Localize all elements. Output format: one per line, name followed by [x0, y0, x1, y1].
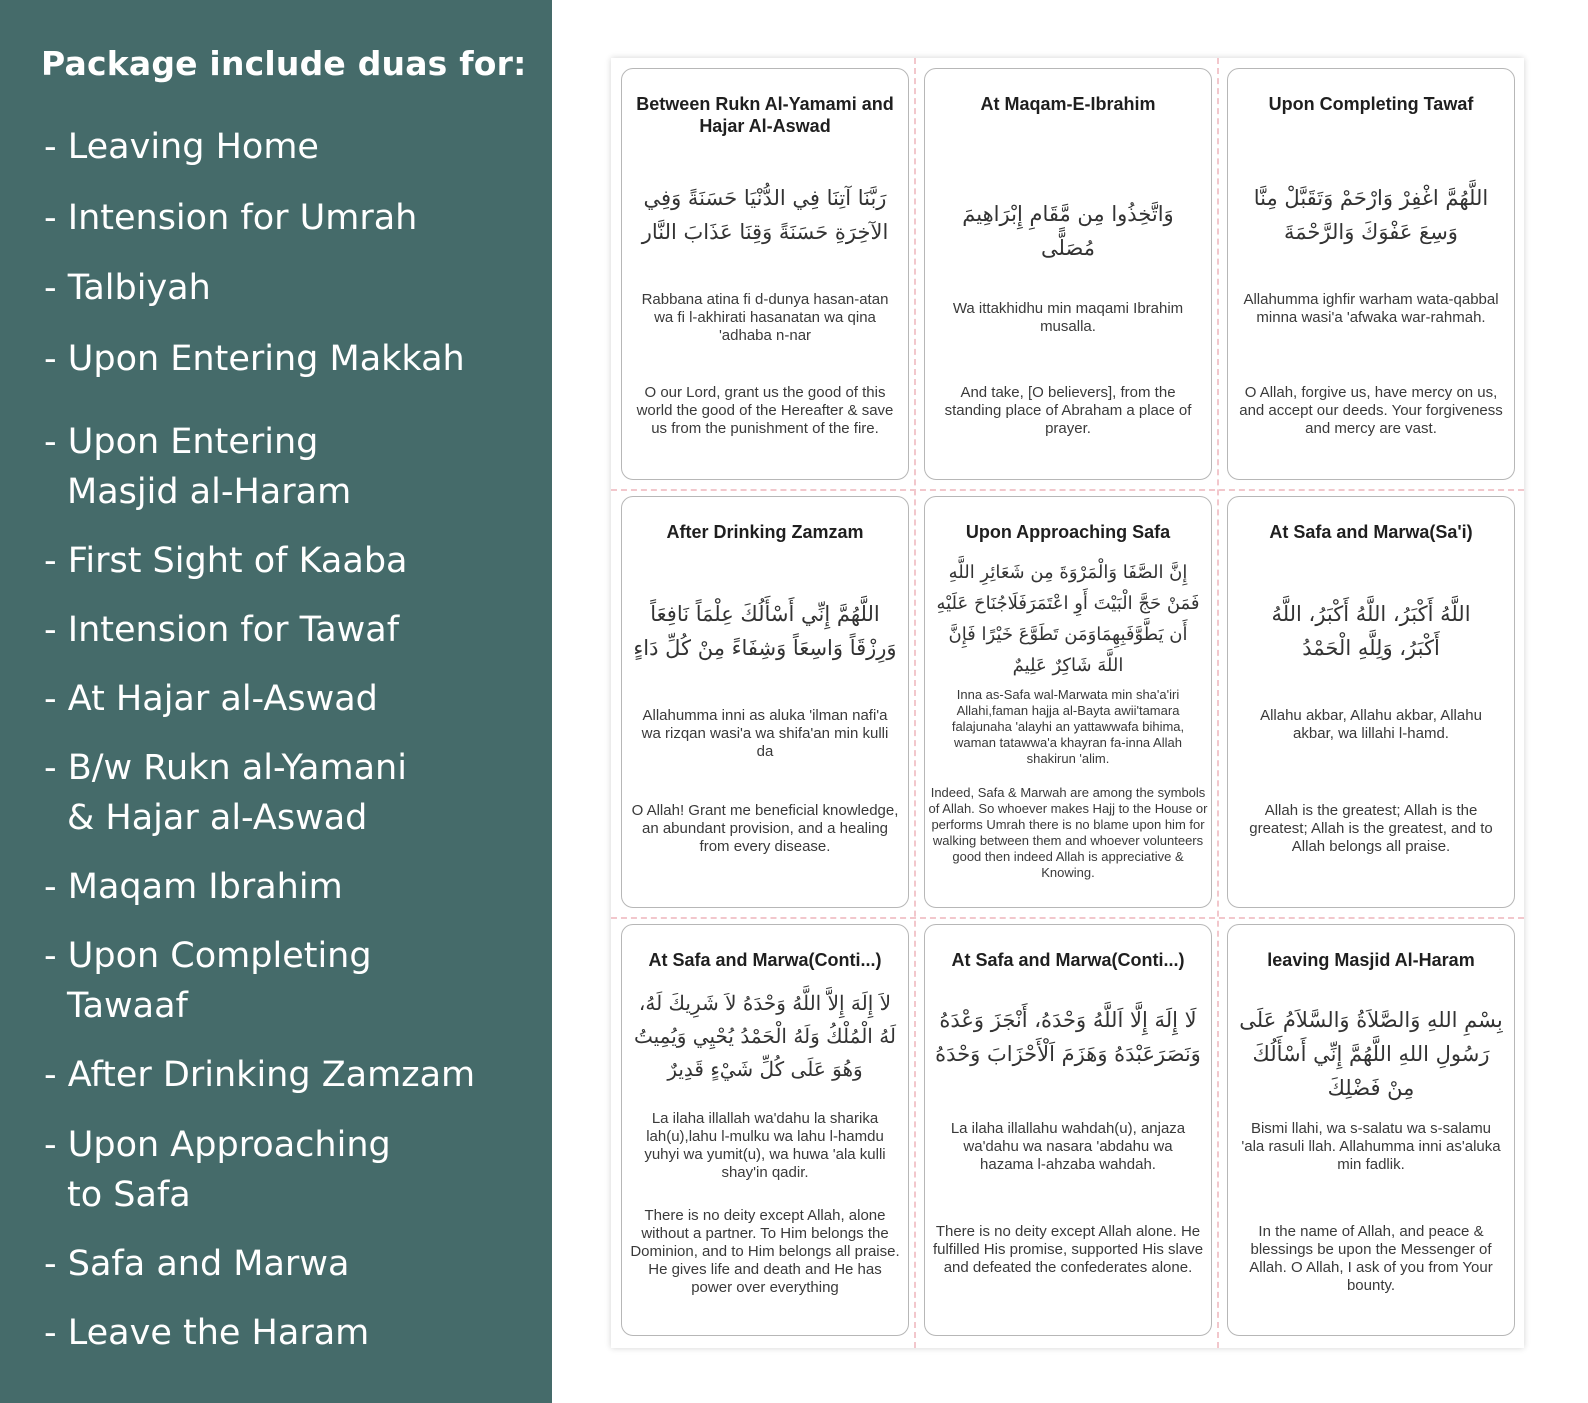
- list-item: - Upon Entering Makkah: [44, 339, 465, 379]
- list-item: - Maqam Ibrahim: [44, 867, 343, 907]
- arabic-text: لاَ إِلَهَ إِلاَّ اللَّهُ وَحْدَهُ لاَ شَرِيكَ لَهُ، لَهُ الْمُلْكُ وَلَهُ الْحَمْدُ يُحْيِي وَيُمِيتُ وَهُوَ عَلَى كُلِّ شَيْءٍ قَدِيرٌ: [633, 991, 897, 1081]
- arabic-text: إِنَّ الصَّفَا وَالْمَرْوَةَ مِن شَعَائِرِ اللَّهِ فَمَنْ حَجَّ الْبَيْتَ أَوِ اعْتَمَرَفَلَاجُنَاحَ عَلَيْهِ أَن يَطَّوَّفَبِهِمَاوَمَن تَطَوَّعَ خَيْرًا فَإِنَّ اللَّهَ شَاكِرٌ عَلِيمٌ: [936, 562, 1200, 676]
- transliteration: Bismi llahi, wa s-salatu wa s-salamu 'ala rasuli llah. Allahumma inni as'aluka min fadlik.: [1241, 1120, 1501, 1173]
- dua-card: [924, 496, 1212, 908]
- list-item: - Intension for Umrah: [44, 198, 418, 238]
- card-title: At Safa and Marwa(Sa'i): [1269, 522, 1473, 542]
- list-item: - First Sight of Kaaba: [44, 541, 408, 581]
- card-title: leaving Masjid Al-Haram: [1267, 950, 1475, 970]
- dua-card: [1227, 496, 1515, 908]
- transliteration: Allahu akbar, Allahu akbar, Allahu akbar, wa lillahi l-hamd.: [1260, 707, 1482, 742]
- cut-guide: [611, 489, 1524, 491]
- list-item: - B/w Rukn al-Yamani & Hajar al-Aswad: [44, 748, 407, 838]
- dua-card: [924, 68, 1212, 480]
- arabic-text: اللَّهُمَّ اغْفِرْ وَارْحَمْ وَتَقَبَّلْ مِنَّا وَسِعَ عَفْوَكَ وَالرَّحْمَةَ: [1253, 186, 1489, 244]
- card-title: Upon Approaching Safa: [965, 522, 1171, 542]
- card-title: After Drinking Zamzam: [666, 522, 864, 542]
- dua-card-sheet: [611, 58, 1524, 1348]
- card-title: At Maqam-E-Ibrahim: [980, 94, 1156, 114]
- dua-card: [621, 68, 909, 480]
- duas-list-panel: [0, 0, 552, 1403]
- arabic-text: لَا إِلَهَ إِلَّا اَللَّهُ وَحْدَهُ، أَنْجَزَ وَعْدَهُ وَنَصَرَعَبْدَهُ وَهَزَمَ اَلْأَحْزَابَ وَحْدَهُ: [935, 1008, 1201, 1066]
- translation: There is no deity except Allah alone. He fulfilled His promise, supported His slave and defeated the confederates alone.: [932, 1223, 1204, 1276]
- arabic-text: رَبَّنَا آتِنَا فِي الدُّنْيَا حَسَنَةً وَفِي الآخِرَةِ حَسَنَةً وَقِنَا عَذَابَ النَّار: [641, 186, 889, 244]
- dua-card: [1227, 68, 1515, 480]
- translation: O Allah! Grant me beneficial knowledge, an abundant provision, and a healing from every disease.: [631, 802, 899, 855]
- dua-card: [621, 496, 909, 908]
- translation: O our Lord, grant us the good of this world the good of the Hereafter & save us from the punishment of the fire.: [636, 384, 894, 437]
- cut-guide: [914, 58, 916, 1348]
- arabic-text: وَاتَّخِذُوا مِن مَّقَامِ إِبْرَاهِيمَ مُصَلًّى: [962, 202, 1174, 260]
- arabic-text: بِسْمِ اللهِ وَالصَّلاَةُ وَالسَّلاَمُ عَلَى رَسُولِ اللهِ اللَّهُمَّ إِنِّي أَسْأَلُكَ مِنْ فَضْلِكَ: [1239, 1008, 1503, 1100]
- panel-title: Package include duas for:: [41, 44, 527, 83]
- translation: Allah is the greatest; Allah is the greatest; Allah is the greatest, and to Allah belongs all praise.: [1249, 802, 1493, 855]
- transliteration: La ilaha illallahu wahdah(u), anjaza wa'dahu wa nasara 'abdahu wa hazama l-ahzaba wahdah.: [950, 1120, 1186, 1173]
- list-item: - Upon Approaching to Safa: [44, 1125, 391, 1215]
- translation: There is no deity except Allah, alone without a partner. To Him belongs the Dominion, and to Him belongs all praise. He gives life and death and He has power over everything: [630, 1207, 900, 1296]
- transliteration: Allahumma ighfir warham wata-qabbal minna wasi'a 'afwaka war-rahmah.: [1243, 291, 1499, 326]
- list-item: - After Drinking Zamzam: [44, 1055, 476, 1095]
- list-item: - At Hajar al-Aswad: [44, 679, 378, 719]
- list-item: - Upon Completing Tawaaf: [44, 936, 372, 1026]
- list-item: - Safa and Marwa: [44, 1244, 350, 1284]
- transliteration: La ilaha illallah wa'dahu la sharika lah(u),lahu l-mulku wa lahu l-hamdu yuhyi wa yumit(u), wa huwa 'ala kulli shay'in qadir.: [644, 1110, 886, 1181]
- dua-card: [1227, 924, 1515, 1336]
- cut-guide: [611, 917, 1524, 919]
- list-item: - Talbiyah: [44, 268, 211, 308]
- transliteration: Wa ittakhidhu min maqami Ibrahim musalla.: [952, 300, 1184, 335]
- list-item: - Leaving Home: [44, 127, 319, 167]
- card-title: At Safa and Marwa(Conti...): [951, 950, 1185, 970]
- list-item: - Leave the Haram: [44, 1313, 370, 1353]
- card-title: Upon Completing Tawaf: [1268, 94, 1474, 114]
- translation: Indeed, Safa & Marwah are among the symbols of Allah. So whoever makes Hajj to the House or performs Umrah there is no blame upon him for walking between them and whoever volunteers good then indeed Allah is appreciative & Knowing.: [928, 785, 1208, 880]
- list-item: - Intension for Tawaf: [44, 610, 400, 650]
- transliteration: Allahumma inni as aluka 'ilman nafi'a wa rizqan wasi'a wa shifa'an min kulli da: [641, 707, 889, 760]
- card-title: Between Rukn Al-Yamami and Hajar Al-Aswad: [636, 94, 894, 136]
- list-item: - Upon Entering Masjid al-Haram: [44, 422, 352, 512]
- dua-card: [924, 924, 1212, 1336]
- transliteration: Inna as-Safa wal-Marwata min sha'a'iri Allahi,faman hajja al-Bayta awii'tamara falajunaha 'alayhi an yattawwafa bihima, waman tatawwa'a khayran fa-inna Allah shakirun 'alim.: [951, 687, 1185, 766]
- translation: O Allah, forgive us, have mercy on us, and accept our deeds. Your forgiveness and mercy are vast.: [1239, 384, 1503, 437]
- arabic-text: اللَّهُمَّ إِنِّي أَسْأَلُكَ عِلْمَاً نَافِعَاً وَرِزْقَاً وَاسِعَاً وَشِفَاءً مِنْ كُلِّ دَاءٍ: [633, 602, 897, 660]
- arabic-text: اللَّهُ أَكْبَرُ، اللَّهُ أَكْبَرُ، اللَّهُ أَكْبَرُ، وَلِلَّهِ الْحَمْدُ: [1271, 602, 1471, 660]
- cut-guide: [1217, 58, 1219, 1348]
- transliteration: Rabbana atina fi d-dunya hasan-atan wa fi l-akhirati hasanatan wa qina 'adhaba n-nar: [641, 291, 889, 344]
- dua-card: [621, 924, 909, 1336]
- translation: In the name of Allah, and peace & blessings be upon the Messenger of Allah. O Allah, I ask of you from Your bounty.: [1249, 1223, 1493, 1294]
- translation: And take, [O believers], from the standing place of Abraham a place of prayer.: [944, 384, 1192, 437]
- card-title: At Safa and Marwa(Conti...): [648, 950, 882, 970]
